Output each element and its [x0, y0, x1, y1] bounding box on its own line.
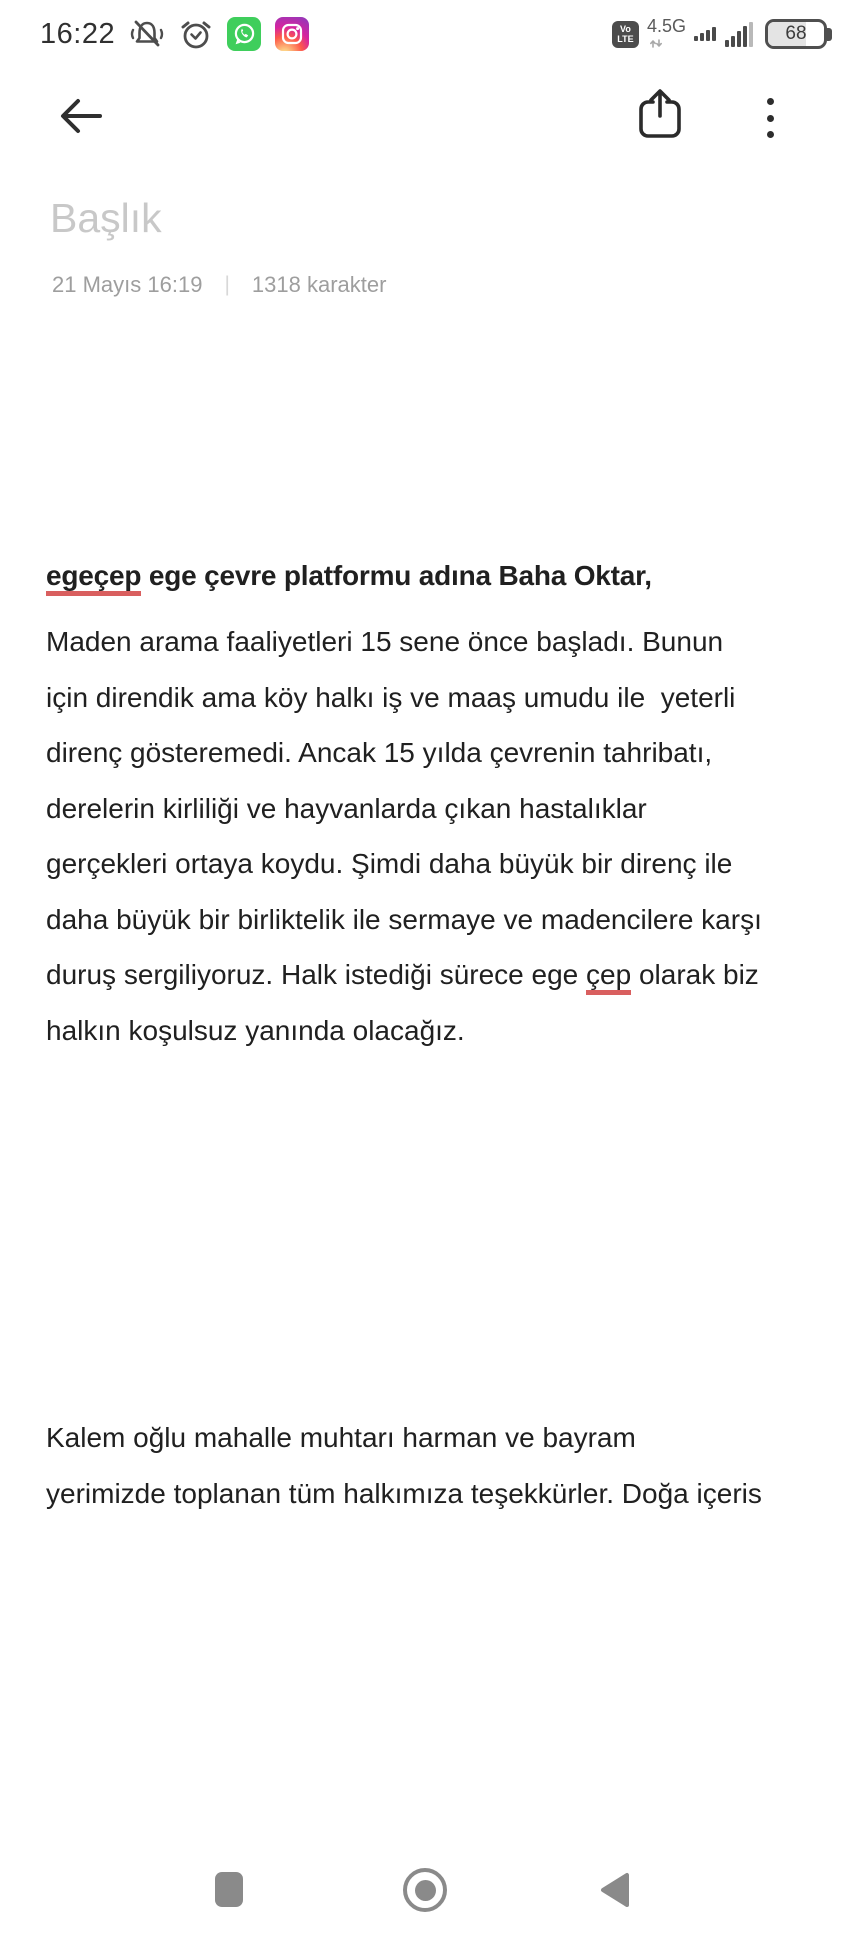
misspelled-word: çep: [586, 959, 631, 995]
status-bar-left: [40, 17, 309, 51]
volte-line1: Vo: [620, 24, 631, 34]
status-bar: [0, 0, 850, 58]
note-text-line: [46, 614, 836, 670]
text-segment: derelerin kirliliği ve hayvanlarda çıkan hastalıklar: [46, 792, 647, 824]
note-block-p1[interactable]: [46, 614, 836, 1058]
overflow-menu-button[interactable]: [760, 96, 780, 140]
text-segment: halkın koşulsuz yanında olacağız.: [46, 1014, 465, 1046]
battery-body: [765, 19, 827, 49]
text-segment: Kalem oğlu mahalle muhtarı harman ve bayram: [46, 1422, 636, 1453]
note-body[interactable]: [46, 548, 836, 1522]
text-segment: direnç gösteremedi. Ancak 15 yılda çevrenin tahribatı,: [46, 737, 713, 768]
network-activity-arrows-icon: [649, 36, 663, 52]
text-segment: duruş sergiliyoruz. Halk istediği sürece ege: [46, 959, 587, 990]
battery-icon: [765, 19, 832, 49]
text-segment: yerimizde toplanan tüm halkımıza teşekkürler. Doğa içeris: [46, 1478, 762, 1509]
app-header: [0, 70, 850, 150]
network-type-label: 4.5G: [646, 15, 686, 36]
text-segment: gerçekleri ortaya koydu. Şimdi daha büyük bir direnç ile: [46, 848, 733, 879]
note-block-intro[interactable]: [46, 548, 836, 604]
home-button[interactable]: [403, 1868, 447, 1912]
share-button[interactable]: [638, 88, 682, 140]
note-text-line: [46, 1003, 836, 1059]
text-segment: ege çevre platformu adına Baha Oktar,: [141, 560, 652, 591]
note-block-p2[interactable]: [46, 1410, 836, 1522]
note-char-count: 1318 karakter: [251, 272, 387, 297]
note-text-line: [46, 781, 836, 837]
mute-icon: [129, 17, 165, 51]
volte-line2: LTE: [617, 34, 634, 44]
status-bar-right: [612, 17, 832, 52]
nav-bar: [0, 1864, 850, 1948]
note-text-line: [46, 725, 836, 781]
text-segment: olarak biz: [631, 959, 759, 990]
network-indicator: [647, 17, 686, 52]
menu-dot: [767, 131, 774, 138]
home-icon: [415, 1880, 436, 1901]
text-segment: için direndik ama köy halkı iş ve maaş umudu ile yeterli: [46, 681, 736, 713]
text-segment: daha büyük bir birliktelik ile sermaye ve madencilere karşı: [46, 903, 762, 935]
battery-nub: [827, 28, 832, 41]
volte-badge: [612, 21, 639, 48]
note-meta: [52, 270, 386, 300]
note-text-line: [46, 1410, 836, 1466]
note-text-line: [46, 670, 836, 726]
menu-dot: [767, 98, 774, 105]
misspelled-word: egeçep: [46, 560, 141, 596]
instagram-icon: [275, 17, 309, 51]
meta-separator: |: [224, 273, 230, 296]
note-date: 21 Mayıs 16:19: [52, 272, 203, 297]
back-button[interactable]: [56, 94, 108, 138]
note-text-line: [46, 836, 836, 892]
whatsapp-icon: [227, 17, 261, 51]
nav-back-button[interactable]: [600, 1872, 630, 1908]
note-text-line: [46, 947, 836, 1003]
battery-percent-label: 68: [785, 23, 807, 44]
note-text-line: [46, 892, 836, 948]
note-title-input[interactable]: [50, 190, 790, 246]
text-segment: Maden arama faaliyetleri 15 sene önce başladı. Bunun: [46, 626, 724, 657]
alarm-icon: [179, 17, 213, 51]
recents-button[interactable]: [215, 1872, 243, 1907]
signal-bars-sim1-icon: [694, 27, 716, 41]
clock-text: 16:22: [40, 17, 116, 50]
note-text-line: [46, 548, 836, 604]
menu-dot: [767, 115, 774, 122]
signal-bars-sim2-icon: [725, 22, 753, 47]
note-text-line: [46, 1466, 836, 1522]
